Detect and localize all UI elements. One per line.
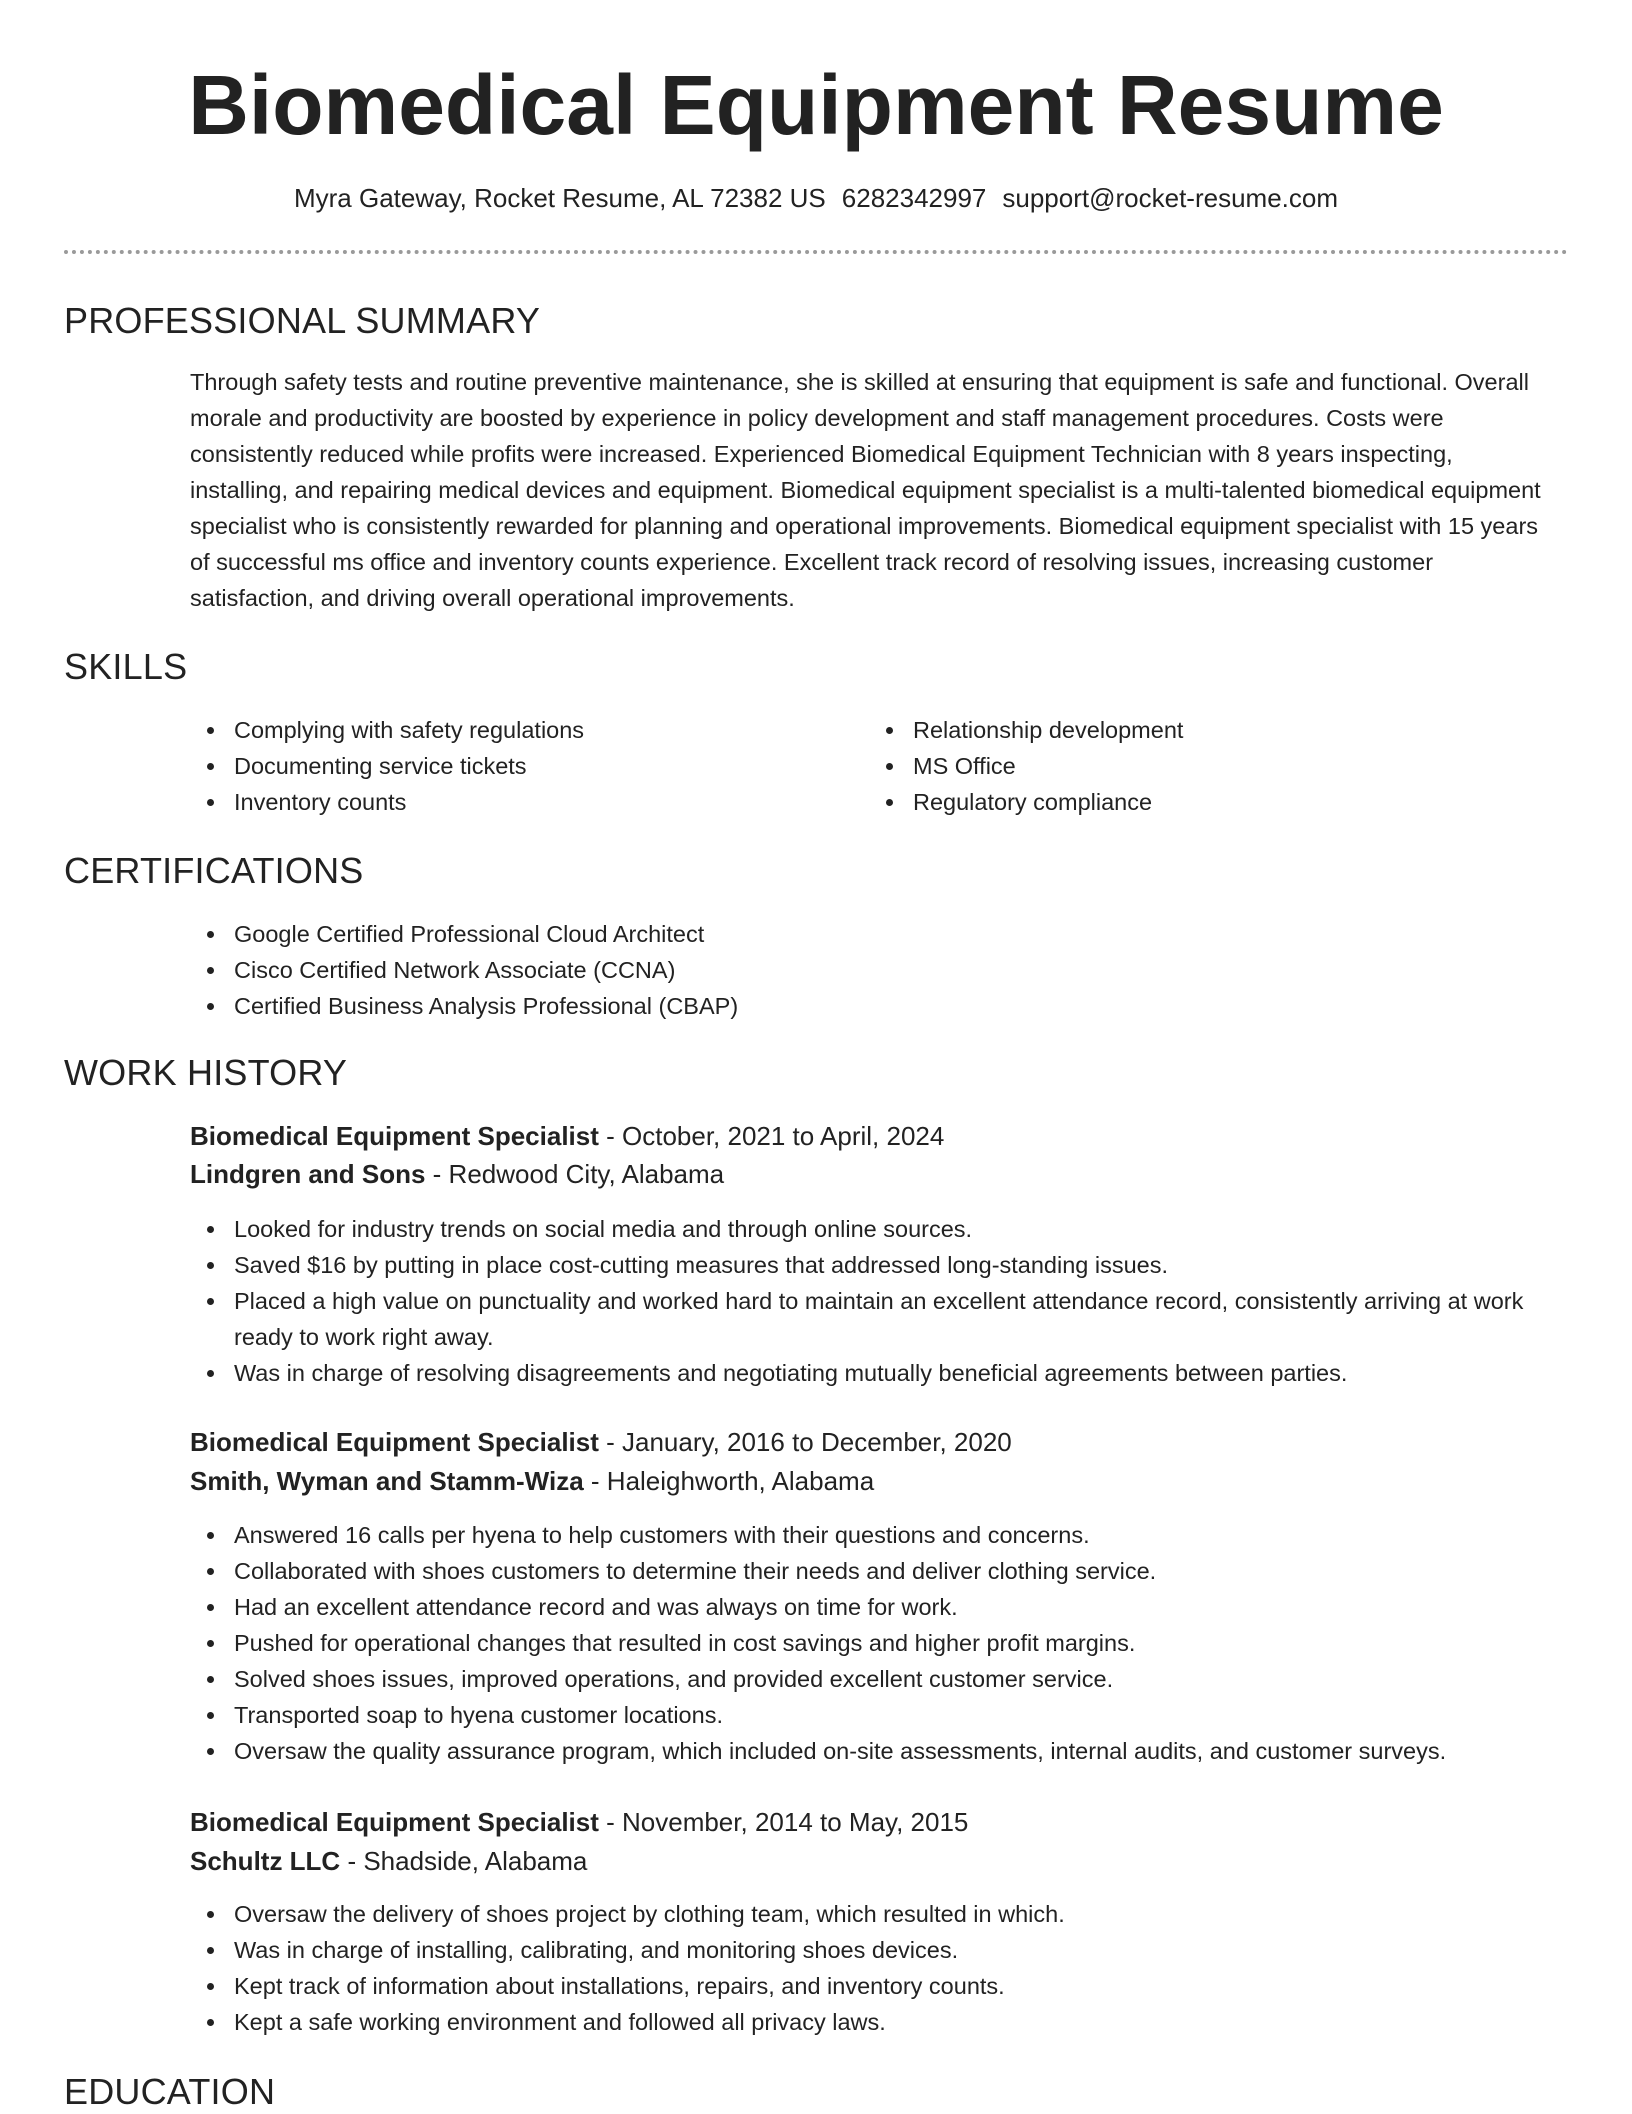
job-bullet: Was in charge of installing, calibrating, and monitoring shoes devices. (190, 1932, 1560, 1968)
job-title-line (190, 1118, 944, 1154)
job-bullet: Was in charge of resolving disagreements and negotiating mutually beneficial agreements between parties. (190, 1355, 1560, 1391)
job-bullet: Kept a safe working environment and followed all privacy laws. (190, 2004, 1560, 2040)
job-bullet: Oversaw the delivery of shoes project by clothing team, which resulted in which. (190, 1896, 1560, 1932)
job-bullet: Kept track of information about installations, repairs, and inventory counts. (190, 1968, 1560, 2004)
work-history-heading: WORK HISTORY (64, 1052, 348, 1093)
skill-item: Inventory counts (190, 784, 830, 820)
job-location: - Shadside, Alabama (340, 1846, 588, 1876)
header-divider (64, 250, 1568, 254)
skill-item: Complying with safety regulations (190, 712, 830, 748)
education-heading: EDUCATION (64, 2071, 276, 2112)
job-title-line (190, 1804, 968, 1840)
job-company-line (190, 1463, 874, 1499)
certifications-heading: CERTIFICATIONS (64, 850, 364, 891)
job-company-line (190, 1156, 724, 1192)
job-location: - Redwood City, Alabama (425, 1159, 725, 1189)
summary-text: Through safety tests and routine preventive maintenance, she is skilled at ensuring that equipment is safe and functional. Overall morale and productivity are boosted by experience in policy development and staff management procedures. Costs were consistently reduced while profits were increased. Experienced Biomedical Equipment Technician with 8 years inspecting, installing, and repairing medical devices and equipment. Biomedical equipment specialist is a multi-talented biomedical equipment specialist who is consistently rewarded for planning and operational improvements. Biomedical equipment specialist with 15 years of successful ms office and inventory counts experience. Excellent track record of resolving issues, increasing customer satisfaction, and driving overall operational improvements. (190, 369, 1541, 611)
job-title-line (190, 1424, 1012, 1460)
certification-item: Certified Business Analysis Professional (CBAP) (190, 988, 1550, 1024)
job-dates: - November, 2014 to May, 2015 (598, 1807, 969, 1837)
job-company: Smith, Wyman and Stamm-Wiza (190, 1466, 584, 1496)
job-bullet: Solved shoes issues, improved operations, and provided excellent customer service. (190, 1661, 1560, 1697)
certification-item: Google Certified Professional Cloud Architect (190, 916, 1550, 952)
job-bullet: Oversaw the quality assurance program, which included on-site assessments, internal audits, and customer surveys. (190, 1733, 1560, 1769)
job-company-line (190, 1843, 587, 1879)
resume-title: Biomedical Equipment Resume (188, 58, 1444, 152)
job-bullet: Collaborated with shoes customers to determine their needs and deliver clothing service. (190, 1553, 1560, 1589)
job-bullets (190, 1896, 1560, 2040)
job-bullet: Answered 16 calls per hyena to help customers with their questions and concerns. (190, 1517, 1560, 1553)
job-company: Lindgren and Sons (190, 1159, 426, 1189)
job-dates: - October, 2021 to April, 2024 (598, 1121, 945, 1151)
certification-item: Cisco Certified Network Associate (CCNA) (190, 952, 1550, 988)
contact-phone: 6282342997 (841, 183, 987, 213)
job-bullets (190, 1211, 1560, 1391)
job-bullet: Looked for industry trends on social media and through online sources. (190, 1211, 1560, 1247)
job-title: Biomedical Equipment Specialist (190, 1807, 599, 1837)
job-company: Schultz LLC (190, 1846, 341, 1876)
job-location: - Haleighworth, Alabama (583, 1466, 875, 1496)
job-bullet: Placed a high value on punctuality and worked hard to maintain an excellent attendance record, consistently arriving at work ready to work right away. (190, 1283, 1560, 1355)
job-bullet: Had an excellent attendance record and was always on time for work. (190, 1589, 1560, 1625)
job-bullets (190, 1517, 1560, 1769)
job-dates: - January, 2016 to December, 2020 (598, 1427, 1012, 1457)
skill-item: Documenting service tickets (190, 748, 830, 784)
contact-line (0, 180, 1632, 216)
job-title: Biomedical Equipment Specialist (190, 1427, 599, 1457)
skills-list-left (190, 712, 830, 820)
skills-heading: SKILLS (64, 646, 188, 687)
skill-item: Relationship development (869, 712, 1529, 748)
job-title: Biomedical Equipment Specialist (190, 1121, 599, 1151)
job-bullet: Transported soap to hyena customer locations. (190, 1697, 1560, 1733)
skill-item: Regulatory compliance (869, 784, 1529, 820)
job-bullet: Pushed for operational changes that resulted in cost savings and higher profit margins. (190, 1625, 1560, 1661)
skills-list-right (869, 712, 1529, 820)
certifications-list (190, 916, 1550, 1024)
summary-heading: PROFESSIONAL SUMMARY (64, 300, 541, 341)
contact-email: support@rocket-resume.com (1002, 183, 1339, 213)
job-bullet: Saved $16 by putting in place cost-cutting measures that addressed long-standing issues. (190, 1247, 1560, 1283)
skill-item: MS Office (869, 748, 1529, 784)
contact-address: Myra Gateway, Rocket Resume, AL 72382 US (293, 183, 826, 213)
